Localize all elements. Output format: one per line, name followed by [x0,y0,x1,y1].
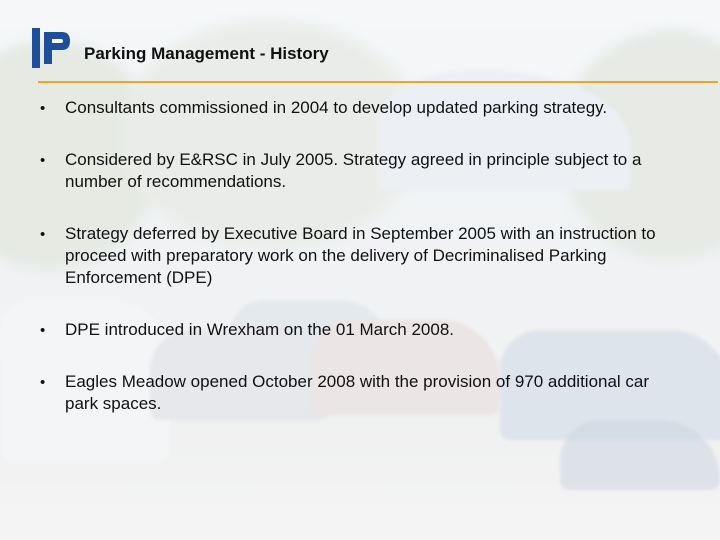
bullet-icon: • [40,226,46,243]
list-item-text: Consultants commissioned in 2004 to develop updated parking strategy. [65,98,608,117]
bullet-icon: • [40,374,46,391]
list-item-text: Strategy deferred by Executive Board in September 2005 with an instruction to proceed with preparatory work on the delivery of Decriminalised Parking Enforcement (DPE) [65,224,656,287]
list-item [40,371,680,415]
list-item [40,97,680,119]
bullet-icon: • [40,152,46,169]
page-title: Parking Management - History [84,44,329,63]
parking-p-logo-icon [32,28,72,68]
list-item-text: Eagles Meadow opened October 2008 with the provision of 970 additional car park spaces. [65,372,650,413]
bullet-list [40,97,680,415]
slide-header [0,0,720,90]
list-item [40,149,680,193]
list-item [40,223,680,289]
bullet-icon: • [40,322,46,339]
title-divider [38,81,718,83]
list-item [40,319,680,341]
list-item-text: DPE introduced in Wrexham on the 01 March 2008. [65,320,455,339]
bullet-icon: • [40,100,46,117]
list-item-text: Considered by E&RSC in July 2005. Strategy agreed in principle subject to a number of recommendations. [65,150,642,191]
